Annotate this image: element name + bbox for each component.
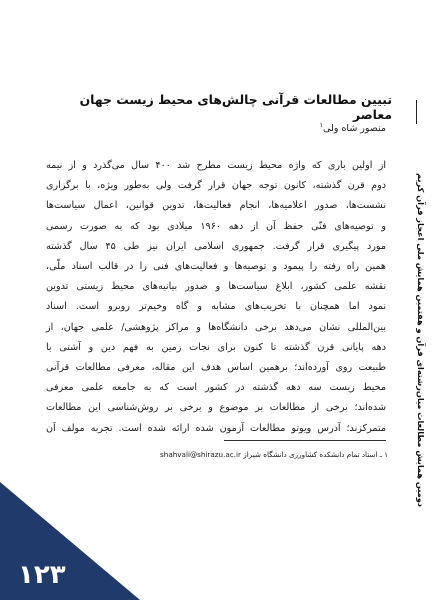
author-name: منصور شاه ولی: [323, 123, 386, 135]
footnote-marker: ۱ ـ: [379, 450, 388, 459]
author-footnote-marker: ۱: [319, 121, 324, 129]
body-text: [46, 156, 386, 439]
body-line: نشست‌ها، صدور اعلامیه‌ها، انجام فعالیت‌ها، تدوین قوانین، اعمال سیاست‌ها: [46, 200, 386, 212]
footnote-text: استاد تمام دانشکده کشاورزی دانشگاه شیراز: [243, 450, 378, 459]
body-line: محیط زیست سه دهه گذشته در کشور است که به جامعه علمی معرفی: [46, 382, 386, 394]
body-line: دوم قرن گذشته، کانون توجه جهان قرار گرفت ولی به‌طور ویژه، با برگزاری: [46, 180, 386, 192]
author-email: shahvali@shirazu.ac.ir: [160, 450, 241, 459]
body-line: از اولین باری که واژه محیط زیست مطرح شد ۴۰۰ سال می‌گذرد و از نیمه: [46, 160, 386, 171]
body-line: و توصیه‌های فنّی حفظ آن از دهه ۱۹۶۰ میلادی بود که به صورت رسمی: [46, 220, 386, 232]
body-line: متمرکزند؛ آدرس ویوتو مطالعات آزمون شده ارائه شده است. تجربه مولف آن: [46, 422, 386, 434]
body-line: نقشه علمی کشور، ابلاغ سیاست‌ها و صدور بیانیه‌های محیط زیستی تدوین: [46, 281, 386, 293]
body-line: مورد پیگیری قرار گرفت. جمهوری اسلامی ایران نیز طی ۴۵ سال گذشته: [46, 240, 386, 252]
article-title: تبیین مطالعات قرآنی چالش‌های محیط زیست جهان معاصر: [79, 92, 392, 122]
running-head: [412, 120, 430, 560]
author-line: [48, 121, 386, 134]
body-line: بین‌المللی نشان می‌دهد برخی دانشگاه‌ها و مراکز پژوهشی/ علمی جهان، از: [46, 321, 386, 333]
footnote: [110, 450, 388, 459]
body-line: طبیعت روی آورده‌اند؛ برهمین اساس هدف این مقاله، معرفی مطالعات قرآنی: [46, 362, 386, 374]
running-head-text: دومین همایش مطالعات میان‌رشته‌ای قرآن و هفتمین همایش ملی اعجاز قرآن کریم: [416, 172, 427, 508]
body-line: شده‌اند؛ برخی از مطالعات بر موضوع و برخی بر روش‌شناسی این مطالعات: [46, 402, 386, 414]
page-number: ۱۲۳: [18, 560, 66, 590]
footnote-rule: [224, 440, 386, 441]
body-line: نمود اما همچنان با تخریب‌های مشابه و گاه وخیم‌تر روبرو است. اسناد: [46, 301, 386, 313]
body-line: همین راه رفته را پیمود و توصیه‌ها و فعالیت‌های فنی را در قالب اسناد ملّی،: [46, 261, 386, 273]
body-line: دهه پایانی قرن گذشته تا کنون برای نجات زمین به فهم دین و آشتی با: [46, 341, 386, 353]
